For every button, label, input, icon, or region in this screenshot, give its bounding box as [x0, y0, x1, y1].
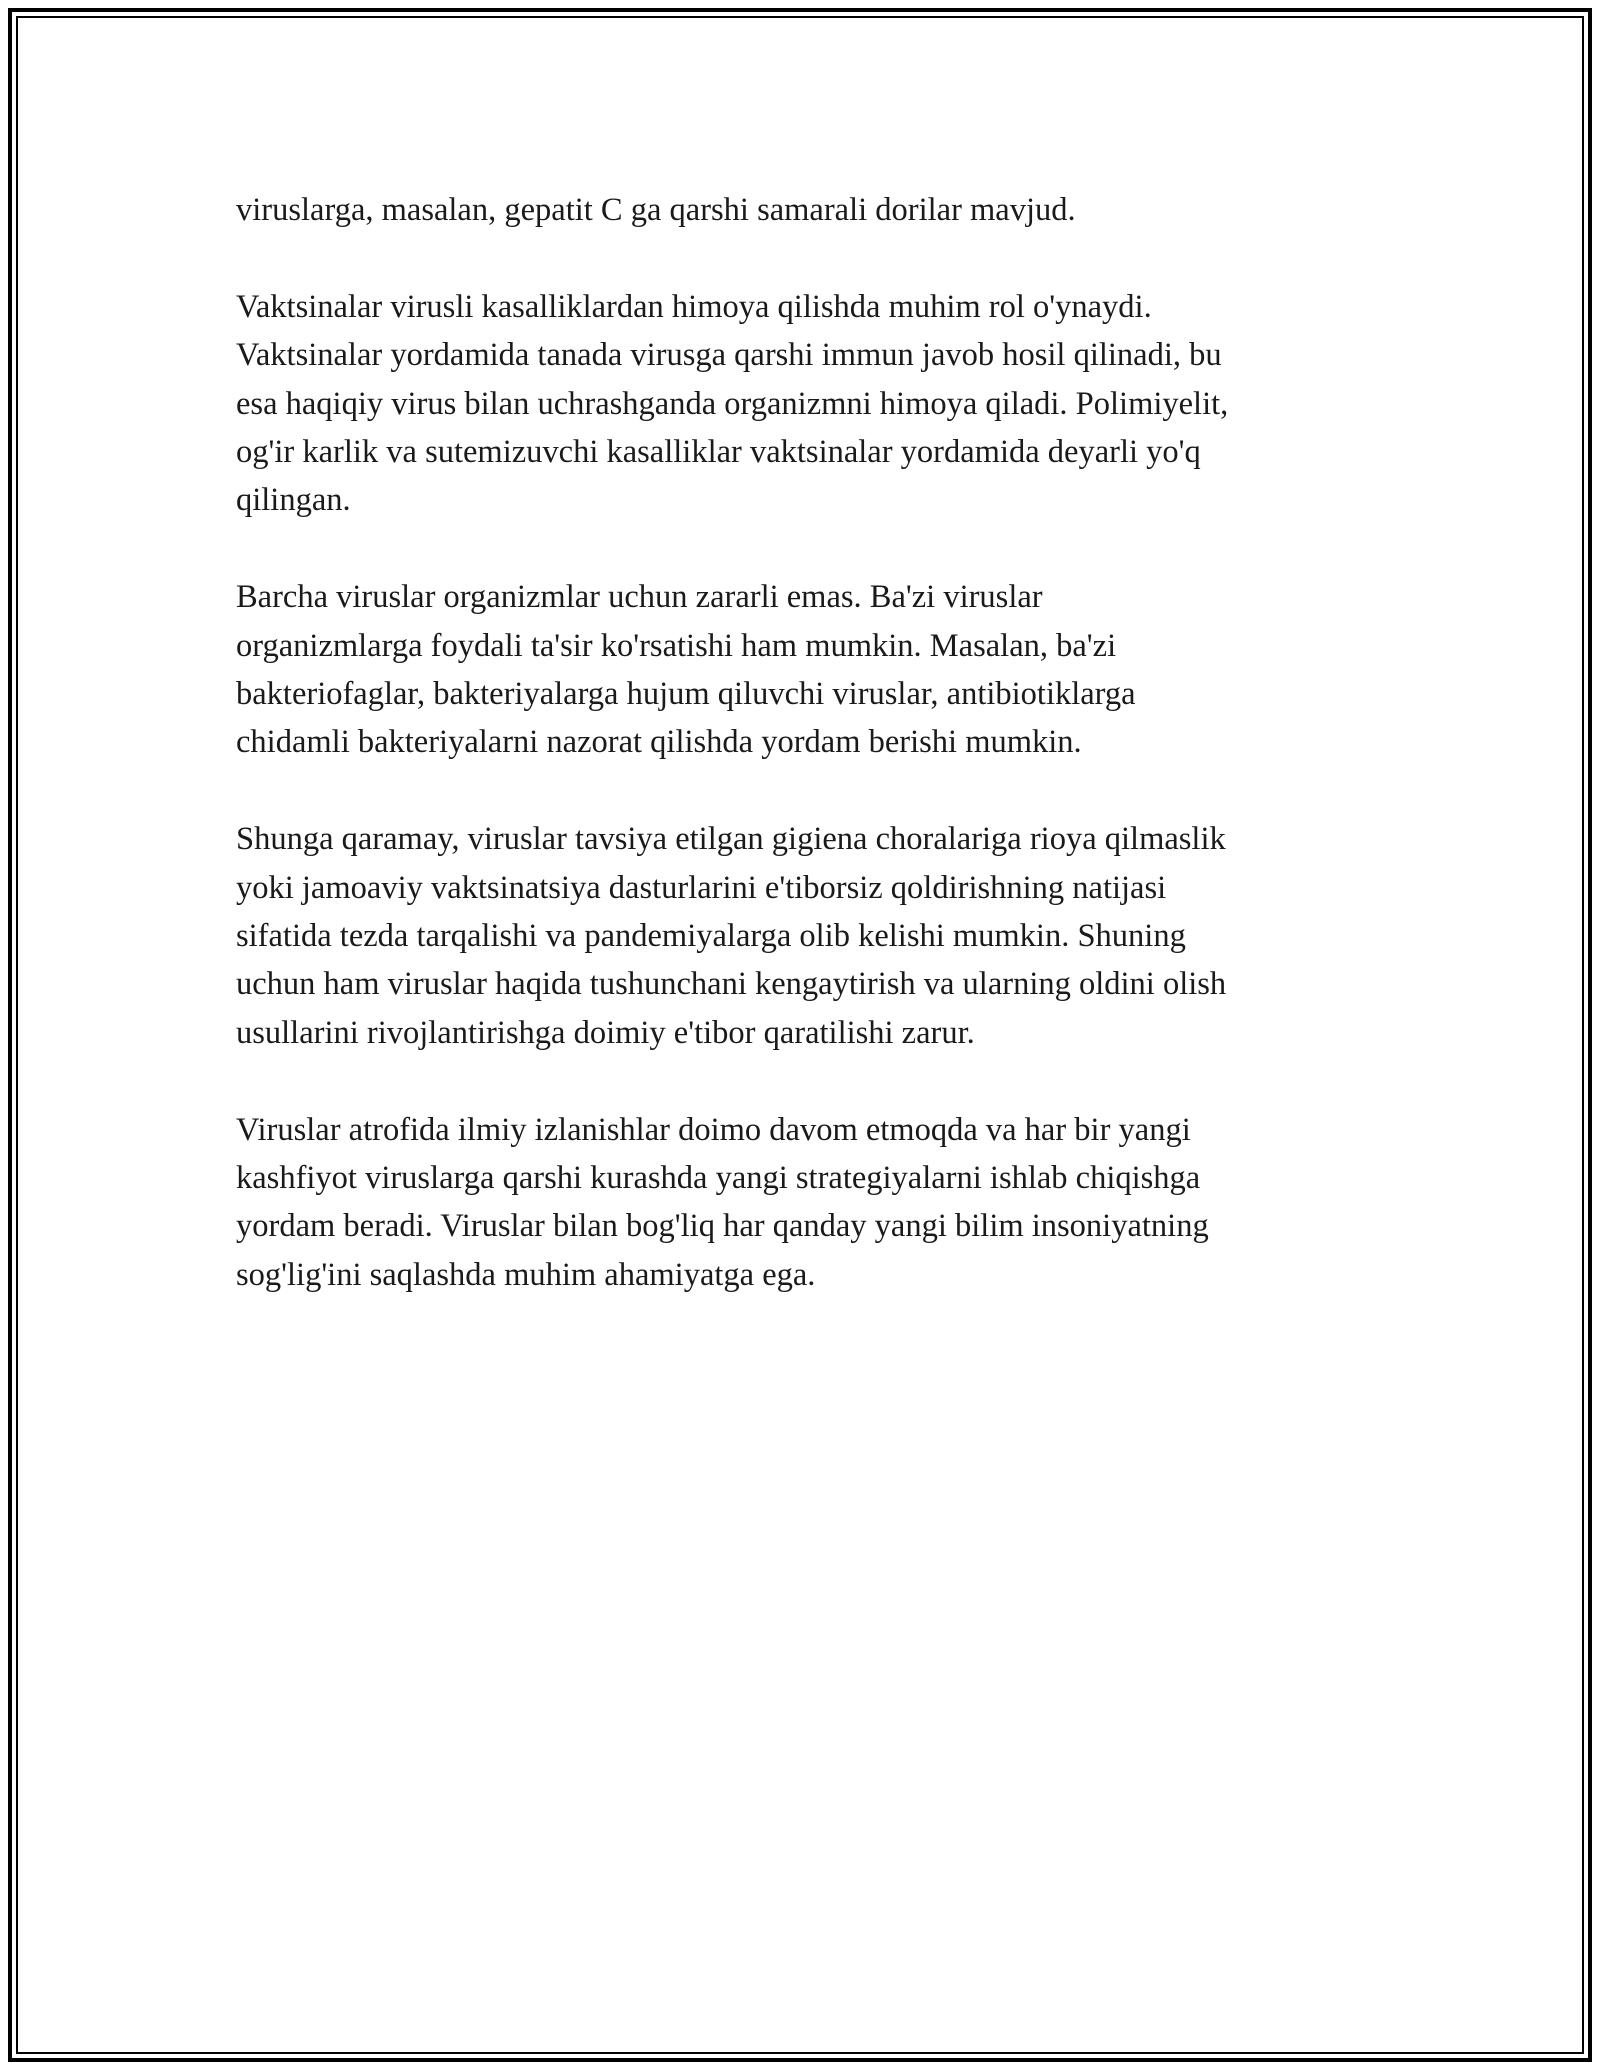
- paragraph-2: Vaktsinalar virusli kasalliklardan himoya qilishda muhim rol o'ynaydi. Vaktsinalar yordamida tanada virusga qarshi immun javob hosil qilinadi, bu esa haqiqiy virus bilan uchrashganda organizmni himoya qiladi. Polimiyelit, og'ir karlik va sutemizuvchi kasalliklar vaktsinalar yordamida deyarli yo'q qilingan.: [236, 288, 1229, 519]
- paragraph-3: Barcha viruslar organizmlar uchun zararli emas. Ba'zi viruslar organizmlarga foydali ta'sir ko'rsatishi ham mumkin. Masalan, ba'zi bakteriofaglar, bakteriyalarga hujum qiluvchi viruslar, antibiotiklarga chidamli bakteriyalarni nazorat qilishda yordam berishi mumkin.: [236, 579, 1136, 761]
- paragraph-5: Viruslar atrofida ilmiy izlanishlar doimo davom etmoqda va har bir yangi kashfiyot viruslarga qarshi kurashda yangi strategiyalarni ishlab chiqishga yordam beradi. Viruslar bilan bog'liq har qanday yangi bilim insoniyatning sog'lig'ini saqlashda muhim ahamiyatga ega.: [236, 1111, 1209, 1293]
- paragraph-4: Shunga qaramay, viruslar tavsiya etilgan gigiena choralariga rioya qilmaslik yoki jamoaviy vaktsinatsiya dasturlarini e'tiborsiz qoldirishning natijasi sifatida tezda tarqalishi va pandemiyalarga olib kelishi mumkin. Shuning uchun ham viruslar haqida tushunchani kengaytirish va ularning oldini olish usullarini rivojlantirishga doimiy e'tibor qaratilishi zarur.: [236, 821, 1227, 1051]
- paragraph-1: viruslarga, masalan, gepatit C ga qarshi samarali dorilar mavjud.: [236, 192, 1076, 228]
- document-body: [236, 186, 1366, 1348]
